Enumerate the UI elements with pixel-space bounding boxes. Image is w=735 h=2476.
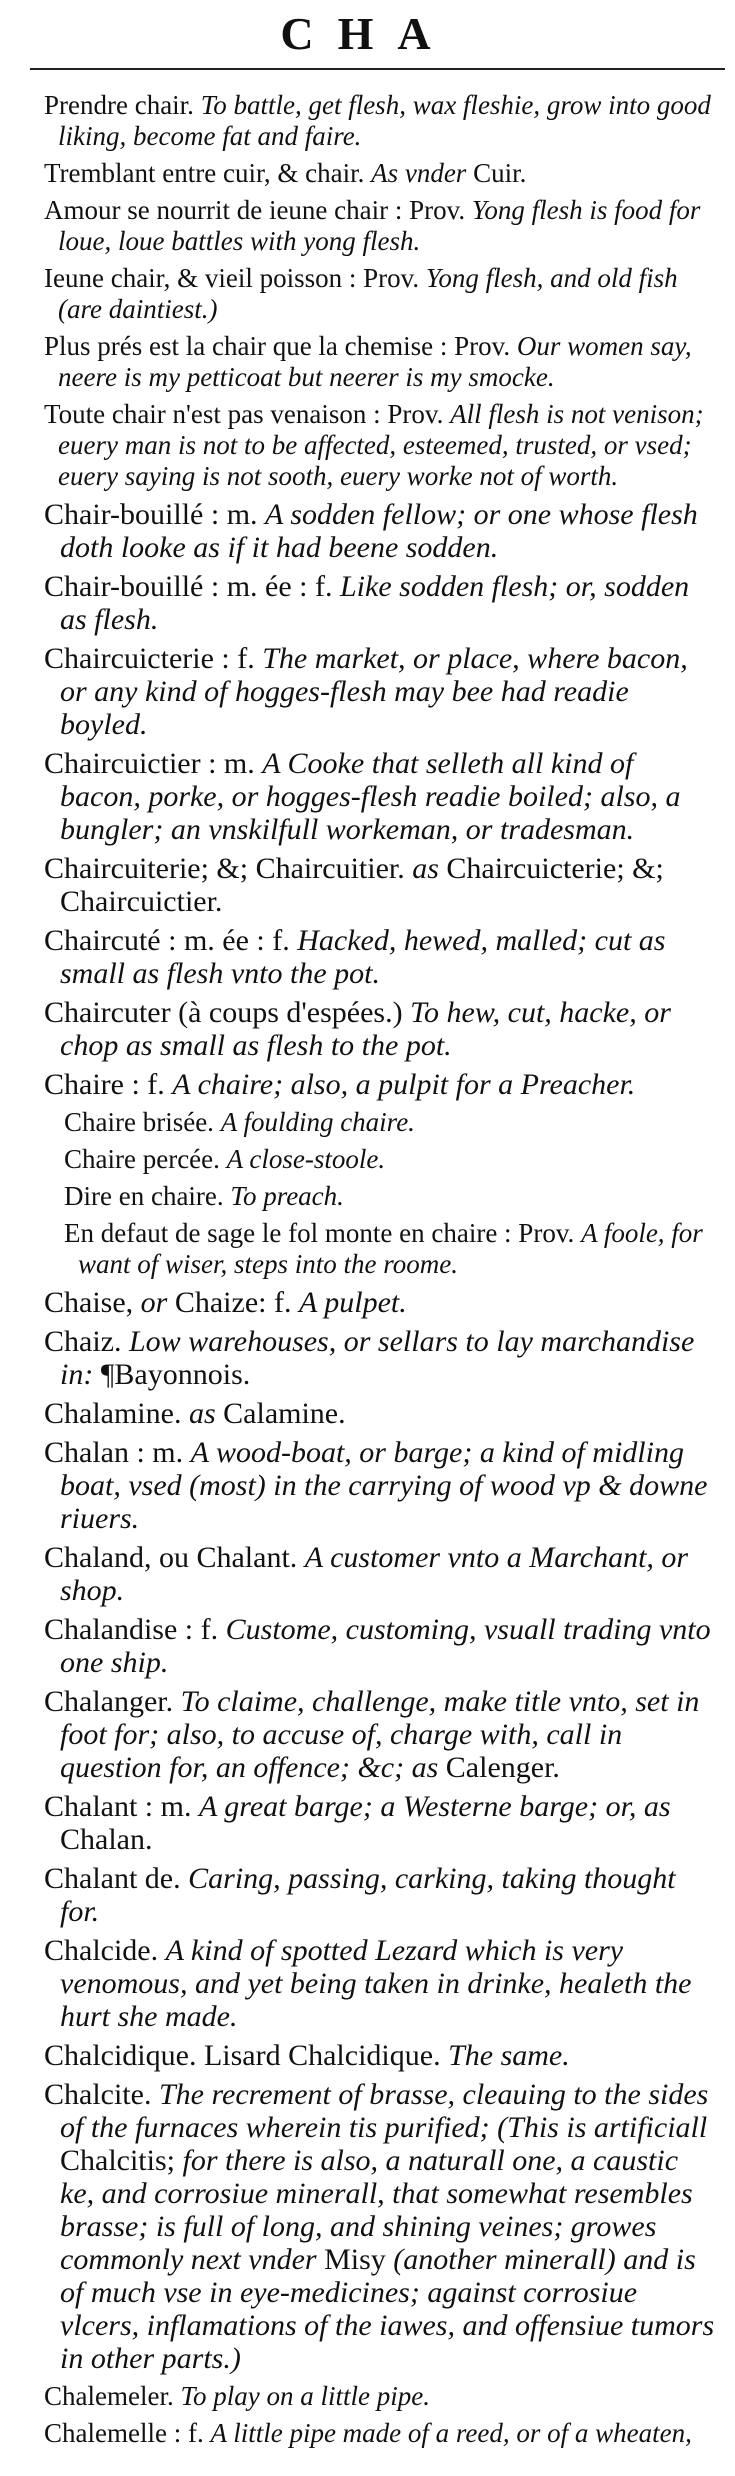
dictionary-entry xyxy=(44,996,717,1062)
entry-reference: Chalan. xyxy=(60,1823,153,1856)
entry-headword: Chalan : m. xyxy=(44,1436,191,1469)
entry-headword: Chaire : f. xyxy=(44,1068,173,1101)
dictionary-entry xyxy=(44,498,717,564)
dictionary-entry xyxy=(44,158,717,189)
entry-headword: Chair-bouillé : m. xyxy=(44,498,266,531)
entry-definition: As vnder xyxy=(371,158,474,188)
entry-definition: Yong flesh is food for loue, loue battles with yong flesh. xyxy=(58,195,701,256)
dictionary-entry xyxy=(44,1613,717,1679)
entry-headword: Toute chair n'est pas venaison : Prov. xyxy=(44,399,451,429)
dictionary-entry xyxy=(44,1790,717,1856)
entry-definition: To hew, cut, hacke, or chop as small as flesh to the pot. xyxy=(60,996,671,1062)
entry-headword: Chalamine. xyxy=(44,1397,189,1430)
dictionary-entry xyxy=(64,1181,717,1212)
entry-definition: To battle, get flesh, wax fleshie, grow into good liking, become fat and faire. xyxy=(58,90,711,151)
entry-headword: Chaircuiterie; &; Chaircuitier. xyxy=(44,852,413,885)
entry-headword: Chalant de. xyxy=(44,1862,189,1895)
dictionary-entry xyxy=(44,1934,717,2033)
entry-headword: Chaircuter (à coups d'espées.) xyxy=(44,996,411,1029)
entry-headword: Chaire percée. xyxy=(64,1144,227,1174)
entry-definition: A foole, for want of wiser, steps into the roome. xyxy=(78,1218,703,1279)
dictionary-entry xyxy=(44,195,717,257)
dictionary-entry xyxy=(44,924,717,990)
entry-headword: Chalant : m. xyxy=(44,1790,199,1823)
dictionary-entry xyxy=(44,2381,717,2412)
entry-reference: ¶Bayonnois. xyxy=(100,1358,251,1391)
entry-headword: Chaircuté : m. ée : f. xyxy=(44,924,298,957)
entry-reference: Chalcitis; xyxy=(60,2144,183,2177)
entry-definition: To preach. xyxy=(230,1181,344,1211)
dictionary-entry xyxy=(44,747,717,846)
dictionary-entry xyxy=(44,1436,717,1535)
entry-headword: Chalandise : f. xyxy=(44,1613,226,1646)
dictionary-entry xyxy=(64,1144,717,1175)
entry-headword: Chaise, xyxy=(44,1286,141,1319)
dictionary-entry xyxy=(44,1541,717,1607)
dictionary-entry xyxy=(44,570,717,636)
entry-definition: A customer vnto a Marchant, or shop. xyxy=(60,1541,689,1607)
entry-headword: Tremblant entre cuir, & chair. xyxy=(44,158,372,188)
entry-definition: Hacked, hewed, malled; cut as small as flesh vnto the pot. xyxy=(60,924,666,990)
dictionary-entry xyxy=(44,852,717,918)
entry-headword: Chaire brisée. xyxy=(64,1107,221,1137)
entry-definition: for there is also, a naturall one, a caustic ke, and corrosiue minerall, that somewhat resembles brasse; is full of long, and shining veines; growes commonly next vnder xyxy=(60,2144,693,2276)
dictionary-entry xyxy=(64,1218,717,1280)
entry-headword: Chalcide. xyxy=(44,1934,166,1967)
entry-definition: A wood-boat, or barge; a kind of midling boat, vsed (most) in the carrying of wood vp & downe riuers. xyxy=(60,1436,708,1535)
entry-definition: To claime, challenge, make title vnto, set in foot for; also, to accuse of, charge with, call in question for, an offence; &c; as xyxy=(60,1685,700,1784)
entry-headword: Ieune chair, & vieil poisson : Prov. xyxy=(44,263,426,293)
entry-definition: A chaire; also, a pulpit for a Preacher. xyxy=(172,1068,636,1101)
entry-headword: Chaircuicterie : f. xyxy=(44,642,263,675)
entry-headword: Dire en chaire. xyxy=(64,1181,231,1211)
entry-headword: Chalcidique. Lisard Chalcidique. xyxy=(44,2039,449,2072)
entry-reference: Chaircuicterie; &; Chaircuictier. xyxy=(60,852,664,918)
entry-definition: All flesh is not venison; euery man is not to be affected, esteemed, trusted, or vsed; euery saying is not sooth, euery worke not of worth. xyxy=(58,399,704,491)
dictionary-entry xyxy=(44,331,717,393)
entry-definition: as xyxy=(412,852,447,885)
page-header: CHA xyxy=(280,8,455,59)
entry-headword: Chalanger. xyxy=(44,1685,181,1718)
entry-definition: Like sodden flesh; or, sodden as flesh. xyxy=(60,570,690,636)
dictionary-entry xyxy=(44,399,717,492)
entry-reference: Calamine. xyxy=(223,1397,346,1430)
dictionary-entry xyxy=(44,642,717,741)
entry-headword: Chaiz. xyxy=(44,1325,129,1358)
dictionary-entry xyxy=(44,1685,717,1784)
entry-reference: Cuir. xyxy=(473,158,527,188)
dictionary-entry xyxy=(44,2039,717,2072)
entry-definition: A Cooke that selleth all kind of bacon, porke, or hogges-flesh readie boiled; also, a bungler; an vnskilfull workeman, or tradesman. xyxy=(60,747,681,846)
entry-headword: Prendre chair. xyxy=(44,90,201,120)
entry-headword: Chaize: f. xyxy=(174,1286,299,1319)
entry-definition: A foulding chaire. xyxy=(220,1107,415,1137)
entry-headword: Chalcite. xyxy=(44,2078,159,2111)
dictionary-entry xyxy=(44,263,717,325)
entry-definition: A pulpet. xyxy=(298,1286,407,1319)
dictionary-entry xyxy=(44,1397,717,1430)
dictionary-entry xyxy=(44,2418,717,2449)
dictionary-entry xyxy=(64,1107,717,1138)
entry-definition: Low warehouses, or sellars to lay marchandise in: xyxy=(60,1325,695,1391)
entry-definition: or xyxy=(140,1286,175,1319)
entry-headword: Amour se nourrit de ieune chair : Prov. xyxy=(44,195,472,225)
entry-definition: (another minerall) and is of much vse in eye-medicines; against corrosiue vlcers, inflamations of the iawes, and offensiue tumors in other parts.) xyxy=(60,2243,715,2375)
entry-reference: Calenger. xyxy=(445,1751,560,1784)
entry-definition: The same. xyxy=(448,2039,570,2072)
entry-definition: A kind of spotted Lezard which is very venomous, and yet being taken in drinke, healeth the hurt she made. xyxy=(60,1934,692,2033)
entry-headword: Chaland, ou Chalant. xyxy=(44,1541,305,1574)
entry-headword: Chalemelle : f. xyxy=(44,2418,211,2448)
entry-definition: The recrement of brasse, cleauing to the sides of the furnaces wherein tis purified; (This is artificiall xyxy=(60,2078,709,2144)
dictionary-entry xyxy=(44,90,717,152)
entry-definition: To play on a little pipe. xyxy=(180,2381,430,2411)
entry-definition: Our women say, neere is my petticoat but neerer is my smocke. xyxy=(58,331,692,392)
entry-definition: A little pipe made of a reed, or of a wheaten, xyxy=(210,2418,692,2448)
entry-definition: Caring, passing, carking, taking thought for. xyxy=(60,1862,676,1928)
entry-definition: as xyxy=(188,1397,224,1430)
entry-reference: Misy xyxy=(324,2243,394,2276)
entry-definition: A great barge; a Westerne barge; or, as xyxy=(198,1790,671,1823)
entry-definition: A close-stoole. xyxy=(226,1144,386,1174)
dictionary-entry xyxy=(44,2078,717,2375)
dictionary-entry xyxy=(44,1286,717,1319)
dictionary-entry xyxy=(44,1325,717,1391)
entry-definition: Yong flesh, and old fish (are daintiest.) xyxy=(58,263,678,324)
dictionary-entry xyxy=(44,1862,717,1928)
entry-headword: Chair-bouillé : m. ée : f. xyxy=(44,570,340,603)
entry-headword: En defaut de sage le fol monte en chaire : Prov. xyxy=(64,1218,582,1248)
entry-list xyxy=(0,70,735,2449)
entry-headword: Plus prés est la chair que la chemise : Prov. xyxy=(44,331,517,361)
entry-headword: Chaircuictier : m. xyxy=(44,747,263,780)
entry-definition: Custome, customing, vsuall trading vnto one ship. xyxy=(60,1613,711,1679)
entry-definition: The market, or place, where bacon, or any kind of hogges-flesh may bee had readie boyled. xyxy=(60,642,688,741)
dictionary-entry xyxy=(44,1068,717,1101)
entry-definition: A sodden fellow; or one whose flesh doth looke as if it had beene sodden. xyxy=(60,498,698,564)
entry-headword: Chalemeler. xyxy=(44,2381,181,2411)
